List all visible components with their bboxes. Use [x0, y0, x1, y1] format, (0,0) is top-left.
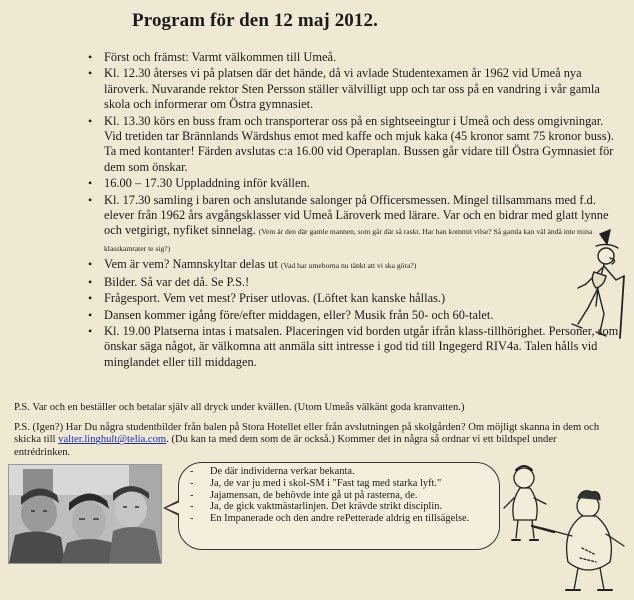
program-item [88, 66, 620, 112]
two-men-cartoon-illustration [502, 458, 630, 596]
program-item [88, 308, 620, 323]
three-men-photo [8, 464, 162, 564]
dialog-text: En Impanerade och den andre rePetterade aldrig en tillsägelse. [210, 513, 470, 525]
ps-photos [14, 422, 614, 459]
program-item [88, 291, 620, 306]
item-text: 16.00 – 17.30 Uppladdning inför kvällen. [104, 176, 310, 191]
item-aside: (Vad har umeborna nu tänkt att vi ska göra?) [280, 261, 417, 271]
item-text: Kl. 12.30 återses vi på platsen där det hände, då vi avlade Studentexamen år 1962 vid Umeå nya läroverk. Nuvarande rektor Sten Persson ställer välvilligt upp och tar oss på en vandring i vår gamla skola och informerar om Östra gymnasiet. [104, 66, 600, 112]
program-item [88, 324, 620, 370]
item-text: Frågesport. Vem vet mest? Priser utlovas. (Löftet kan kanske hållas.) [104, 291, 446, 306]
ps-photos-text: P.S. (Igen?) Har Du några studentbilder från balen på Stora Hotellet eller från avslutningen på skolgården? Om möjligt skanna in dem och skicka till [14, 422, 600, 446]
dialog-text: Ja, de var ju med i skol-SM i "Fast tag med starka lyft." [210, 477, 442, 489]
ps-drinks: P.S. Var och en beställer och betalar själv all dryck under kvällen. (Utom Umeås välkänt goda kranvatten.) [14, 402, 465, 413]
dialog-text: Jajamensan, de behövde inte gå ut på rasterna, de. [210, 489, 418, 501]
ps-photos-text-end: . (Du kan ta med dem som de är också.) Kommer det in några så ordnar vi ett bildspel under entrédrinken. [14, 434, 557, 458]
dialog-line [190, 466, 510, 478]
page-title [0, 10, 634, 32]
dialog-text: De där individerna verkar bekanta. [210, 466, 355, 477]
program-item [88, 114, 620, 176]
item-text: Kl. 17.30 samling i baren och anslutande salonger på Officersmessen. Mingel tillsammans med f.d. elever från 1962 års avgångsklasser vid Umeå Läroverk med lärare. Var och en bidrar med glatt lynne och vetgirigt, nyfiket sinnelag. [104, 192, 609, 238]
item-text: Först och främst: Varmt välkommen till Umeå. [104, 50, 337, 64]
dialog-line [190, 490, 510, 502]
dialog-line [190, 478, 510, 490]
speech-bubble-tail-fill [166, 502, 180, 514]
item-text: Bilder. Så var det då. Se P.S.! [104, 274, 250, 289]
program-item [88, 50, 620, 65]
old-man-cartoon-illustration [560, 228, 632, 346]
title-text: Program för den 12 maj 2012. [132, 10, 378, 31]
email-link[interactable]: valter.linghult@telia.com [58, 434, 167, 446]
item-text: Kl. 19.00 Platserna intas i matsalen. Placeringen vid borden utgår ifrån klass-tillhörighet. Personer, som önskar säga något, är välkomna att anmäla sitt intresse i god tid till Ingegerd RIV4a. Talen hålls vid minglandet eller till middagen. [104, 323, 619, 369]
item-aside: (Vem är den där gamle mannen, som går där så raskt. Har han kommit vilse? Så gamla kan väl ändå inte mina klasskamrater te sig?) [104, 227, 593, 253]
program-item [88, 275, 620, 290]
program-list [88, 50, 620, 371]
photo-illustration [9, 465, 161, 563]
program-item [88, 193, 620, 257]
item-text: Dansen kommer igång före/efter middagen, eller? Musik från 50- och 60-talet. [104, 307, 494, 322]
program-item [88, 176, 620, 191]
item-text: Vem är vem? Namnskyltar delas ut [104, 257, 278, 272]
dialog-line [190, 513, 510, 525]
dialog-list [190, 466, 510, 525]
dialog-text: Ja, de gick vaktmästarlinjen. Det krävde strikt disciplin. [210, 501, 442, 513]
item-text: Kl. 13.30 körs en buss fram och transporterar oss på en sightseeingtur i Umeå och dess omgivningar. Vid tretiden tar Brännlands Wärdshus emot med kaffe och mjuk kaka (45 kronor samt 75 kronor buss). Ta med kontanter! Färden avslutas c:a 16.00 vid Operaplan. Bussen går vidare till Östra Gymnasiet för dem som önskar. [104, 113, 614, 174]
program-item [88, 257, 620, 273]
dialog-line [190, 501, 510, 513]
